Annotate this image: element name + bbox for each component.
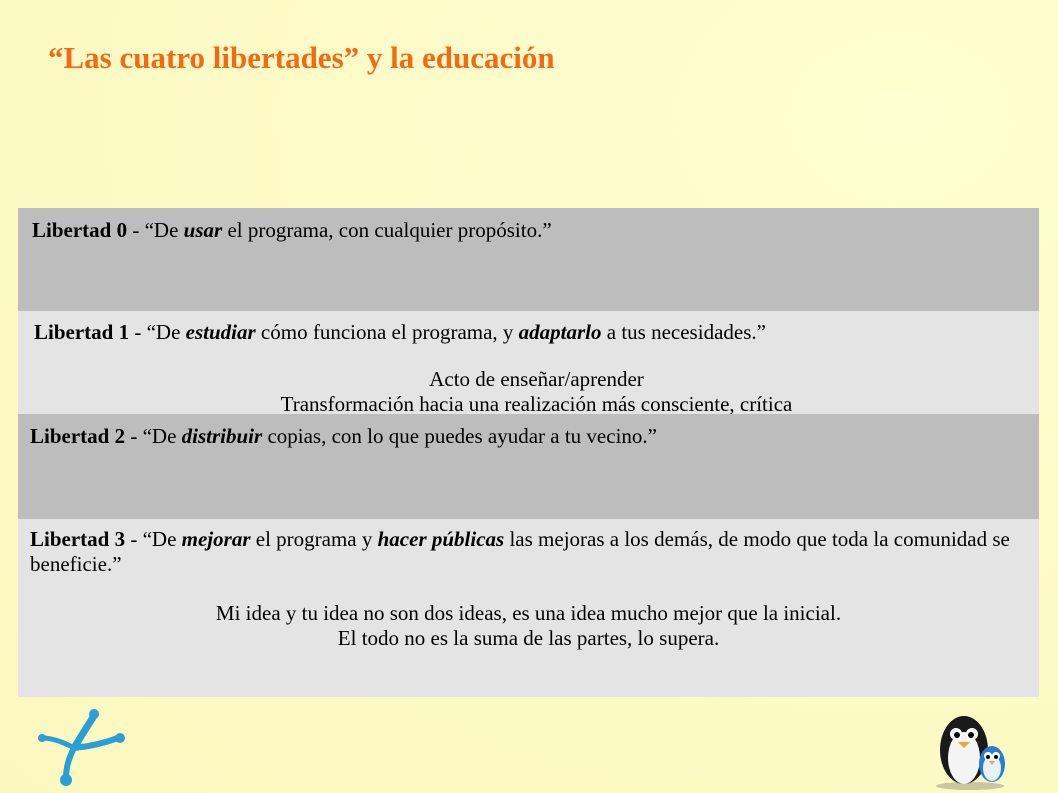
freedom-3-mid: el programa y	[250, 527, 378, 551]
freedom-3-verb: mejorar	[181, 527, 251, 551]
freedom-2-verb: distribuir	[181, 424, 263, 448]
freedom-3-verb2: hacer públicas	[377, 527, 505, 551]
freedom-1-line	[34, 320, 1039, 345]
freedom-1-sep: - “De	[129, 320, 186, 344]
freedom-1-note2: Transformación hacia una realización más consciente, crítica	[280, 392, 793, 414]
freedom-2-row	[18, 414, 1039, 519]
freedom-1-rest: a tus necesidades.”	[601, 320, 766, 344]
freedom-3-line	[30, 527, 1027, 577]
freedom-3-label: Libertad 3	[30, 527, 126, 551]
freedom-2-label: Libertad 2	[30, 424, 126, 448]
freedom-0-row	[18, 208, 1039, 311]
freedom-3-row	[18, 519, 1039, 697]
freedom-2-rest: copias, con lo que puedes ayudar a tu vecino.”	[262, 424, 657, 448]
freedom-0-sep: - “De	[127, 218, 184, 242]
freedom-1-mid: cómo funciona el programa, y	[255, 320, 519, 344]
freedom-0-label: Libertad 0	[32, 218, 128, 242]
freedom-3-note2: El todo no es la suma de las partes, lo supera.	[337, 626, 720, 650]
slide-title: “Las cuatro libertades” y la educación	[48, 40, 555, 75]
freedom-3-sep: - “De	[125, 527, 182, 551]
penguins-logo-icon	[930, 712, 1010, 792]
freedom-0-rest: el programa, con cualquier propósito.”	[222, 218, 552, 242]
freedom-1-verb2: adaptarlo	[518, 320, 602, 344]
network-star-logo-icon	[36, 708, 126, 788]
freedom-3-note1: Mi idea y tu idea no son dos ideas, es una idea mucho mejor que la inicial.	[215, 601, 842, 625]
freedom-2-sep: - “De	[125, 424, 182, 448]
freedom-0-verb: usar	[183, 218, 223, 242]
freedom-1-note1: Acto de enseñar/aprender	[429, 367, 644, 391]
freedom-1-verb: estudiar	[185, 320, 256, 344]
freedom-3-rest: las mejoras a los demás, de modo que toda la comunidad se beneficie.”	[30, 527, 1010, 576]
freedom-1-label: Libertad 1	[34, 320, 130, 344]
freedom-1-row	[18, 311, 1039, 414]
